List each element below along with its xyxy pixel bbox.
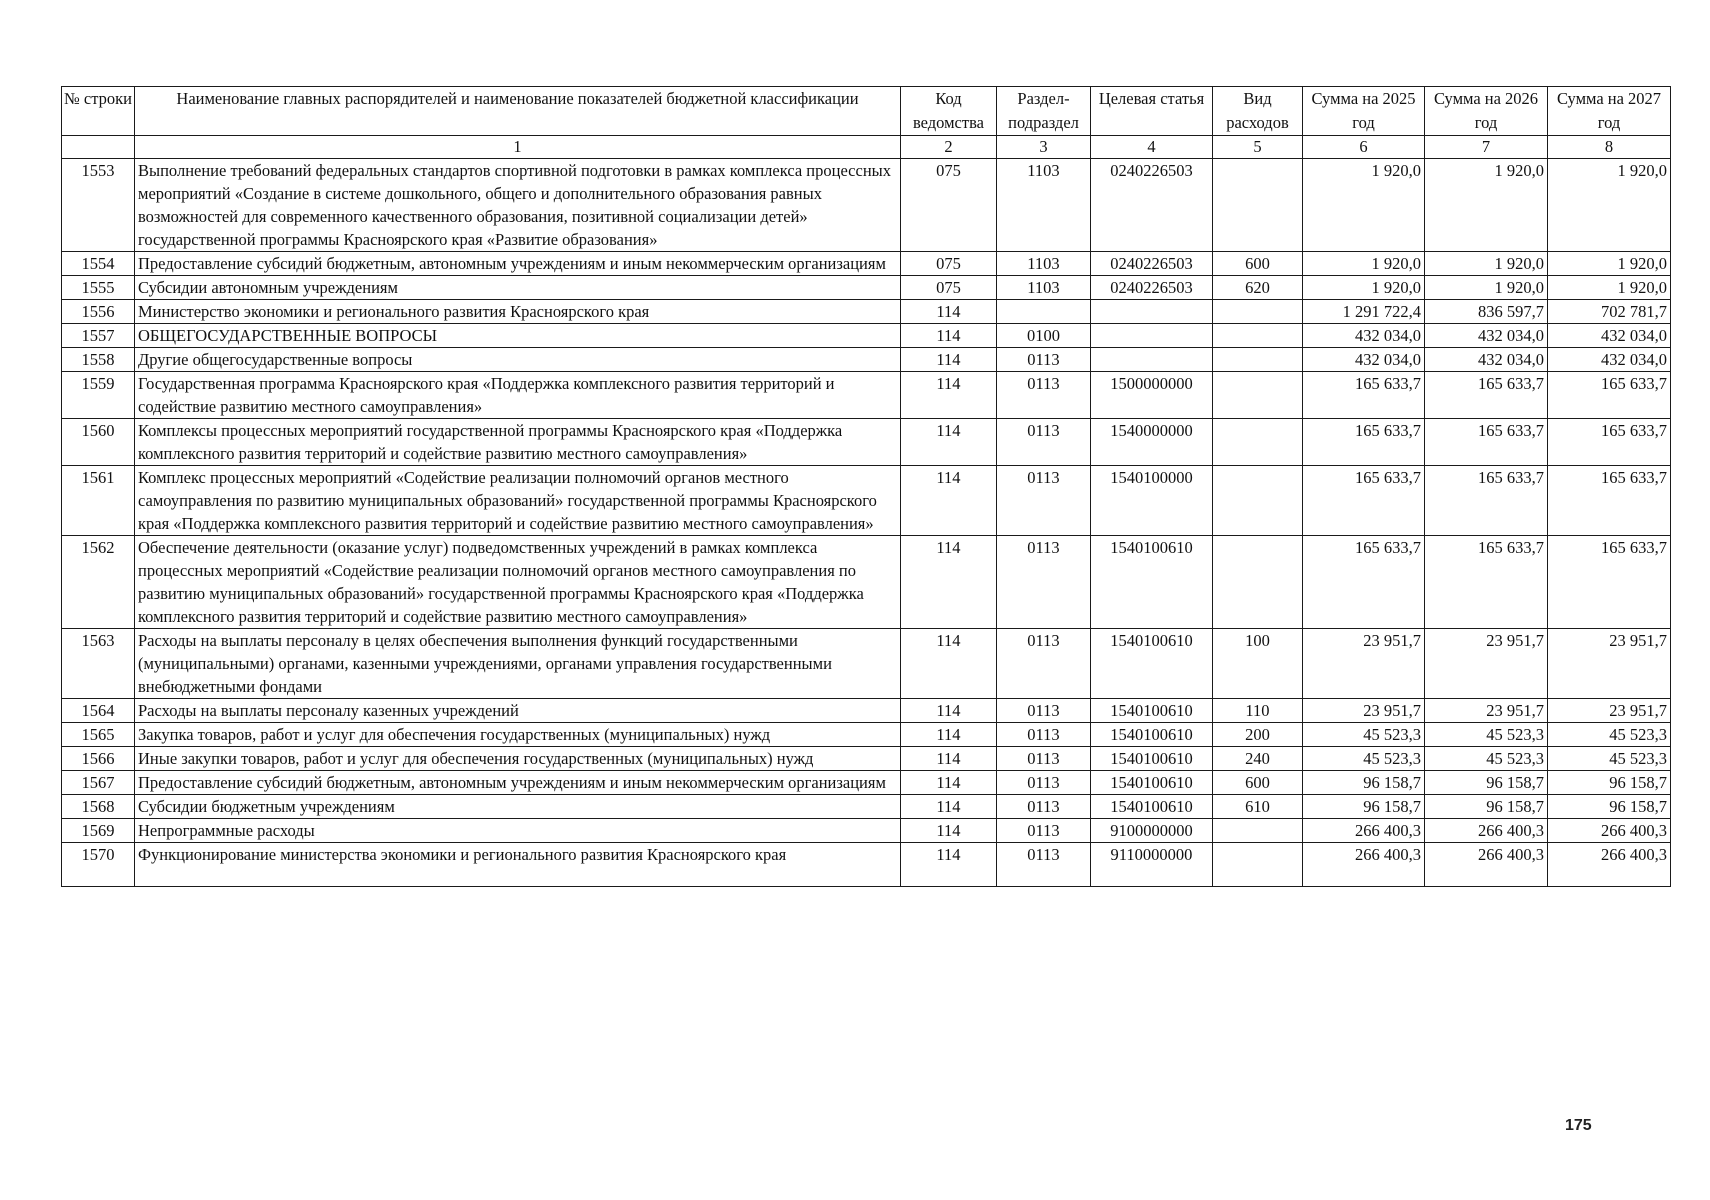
row-target: 1540100610 <box>1091 771 1213 795</box>
row-sum-2027: 432 034,0 <box>1548 348 1671 372</box>
row-dept-code: 114 <box>901 747 997 771</box>
table-row <box>62 536 1671 629</box>
row-number: 1569 <box>62 819 135 843</box>
header-sum-2026: Сумма на 2026 год <box>1425 87 1548 136</box>
row-kind <box>1213 536 1303 629</box>
row-sum-2027: 702 781,7 <box>1548 300 1671 324</box>
row-dept-code: 114 <box>901 819 997 843</box>
row-section: 1103 <box>997 276 1091 300</box>
header-sum-2027: Сумма на 2027 год <box>1548 87 1671 136</box>
table-row <box>62 466 1671 536</box>
row-section: 0113 <box>997 699 1091 723</box>
row-number: 1553 <box>62 159 135 252</box>
row-sum-2027: 165 633,7 <box>1548 372 1671 419</box>
row-sum-2027: 266 400,3 <box>1548 843 1671 887</box>
row-target: 1540100610 <box>1091 747 1213 771</box>
row-sum-2025: 432 034,0 <box>1303 348 1425 372</box>
row-sum-2025: 165 633,7 <box>1303 536 1425 629</box>
row-sum-2027: 23 951,7 <box>1548 699 1671 723</box>
row-sum-2026: 165 633,7 <box>1425 419 1548 466</box>
row-number: 1570 <box>62 843 135 887</box>
header-row-no: № строки <box>62 87 135 136</box>
row-section: 0113 <box>997 795 1091 819</box>
row-dept-code: 114 <box>901 372 997 419</box>
row-number: 1554 <box>62 252 135 276</box>
row-target: 1540100610 <box>1091 699 1213 723</box>
row-kind <box>1213 324 1303 348</box>
row-target <box>1091 300 1213 324</box>
row-number: 1564 <box>62 699 135 723</box>
row-name: Непрограммные расходы <box>135 819 901 843</box>
row-sum-2026: 1 920,0 <box>1425 159 1548 252</box>
row-sum-2025: 165 633,7 <box>1303 419 1425 466</box>
page-number: 175 <box>1565 1117 1592 1134</box>
row-sum-2025: 165 633,7 <box>1303 466 1425 536</box>
row-target: 1540100610 <box>1091 629 1213 699</box>
row-sum-2025: 165 633,7 <box>1303 372 1425 419</box>
table-row <box>62 276 1671 300</box>
row-dept-code: 075 <box>901 159 997 252</box>
table-row <box>62 629 1671 699</box>
header-target: Целевая статья <box>1091 87 1213 136</box>
column-number: 3 <box>997 136 1091 159</box>
row-sum-2025: 1 920,0 <box>1303 276 1425 300</box>
row-kind: 600 <box>1213 771 1303 795</box>
row-target: 9110000000 <box>1091 843 1213 887</box>
table-row <box>62 419 1671 466</box>
row-number: 1568 <box>62 795 135 819</box>
header-kind: Вид расходов <box>1213 87 1303 136</box>
row-sum-2027: 1 920,0 <box>1548 252 1671 276</box>
row-kind: 200 <box>1213 723 1303 747</box>
column-number-blank <box>62 136 135 159</box>
table-row <box>62 372 1671 419</box>
row-section: 0113 <box>997 747 1091 771</box>
row-sum-2027: 45 523,3 <box>1548 747 1671 771</box>
row-target: 1540000000 <box>1091 419 1213 466</box>
row-section: 0113 <box>997 348 1091 372</box>
row-name: Функционирование министерства экономики и регионального развития Красноярского края <box>135 843 901 887</box>
row-number: 1565 <box>62 723 135 747</box>
row-sum-2026: 96 158,7 <box>1425 795 1548 819</box>
row-sum-2026: 23 951,7 <box>1425 629 1548 699</box>
row-sum-2025: 1 291 722,4 <box>1303 300 1425 324</box>
row-sum-2027: 1 920,0 <box>1548 276 1671 300</box>
row-sum-2027: 266 400,3 <box>1548 819 1671 843</box>
row-sum-2026: 165 633,7 <box>1425 536 1548 629</box>
row-section <box>997 300 1091 324</box>
table-row <box>62 843 1671 887</box>
table-row <box>62 324 1671 348</box>
row-dept-code: 075 <box>901 276 997 300</box>
row-section: 0113 <box>997 536 1091 629</box>
row-sum-2026: 432 034,0 <box>1425 348 1548 372</box>
row-name: Выполнение требований федеральных стандартов спортивной подготовки в рамках комплекса процессных мероприятий «Создание в системе дошкольного, общего и дополнительного образования равных возможностей для современного качественного образования, позитивной социализации детей» государственной программы Красноярского края «Развитие образования» <box>135 159 901 252</box>
row-dept-code: 114 <box>901 771 997 795</box>
row-target: 1540100000 <box>1091 466 1213 536</box>
row-target: 0240226503 <box>1091 159 1213 252</box>
row-sum-2025: 1 920,0 <box>1303 159 1425 252</box>
row-dept-code: 114 <box>901 324 997 348</box>
row-section: 0113 <box>997 843 1091 887</box>
row-name: Министерство экономики и регионального развития Красноярского края <box>135 300 901 324</box>
row-sum-2027: 165 633,7 <box>1548 536 1671 629</box>
row-section: 1103 <box>997 159 1091 252</box>
row-target <box>1091 324 1213 348</box>
budget-table <box>61 86 1671 887</box>
row-sum-2026: 45 523,3 <box>1425 723 1548 747</box>
header-name: Наименование главных распорядителей и наименование показателей бюджетной классификации <box>135 87 901 136</box>
header-sum-2025: Сумма на 2025 год <box>1303 87 1425 136</box>
row-name: Комплекс процессных мероприятий «Содействие реализации полномочий органов местного самоуправления по развитию муниципальных образований» государственной программы Красноярского края «Поддержка комплексного развития территорий и содействие развитию местного самоуправления» <box>135 466 901 536</box>
table-header <box>62 87 1671 159</box>
row-sum-2027: 165 633,7 <box>1548 466 1671 536</box>
row-target: 0240226503 <box>1091 252 1213 276</box>
row-sum-2027: 23 951,7 <box>1548 629 1671 699</box>
row-sum-2026: 96 158,7 <box>1425 771 1548 795</box>
row-target: 0240226503 <box>1091 276 1213 300</box>
row-number: 1556 <box>62 300 135 324</box>
row-kind: 610 <box>1213 795 1303 819</box>
column-number: 2 <box>901 136 997 159</box>
header-section: Раздел-подраздел <box>997 87 1091 136</box>
row-sum-2025: 266 400,3 <box>1303 843 1425 887</box>
row-sum-2025: 96 158,7 <box>1303 771 1425 795</box>
row-sum-2027: 1 920,0 <box>1548 159 1671 252</box>
row-kind <box>1213 300 1303 324</box>
row-sum-2025: 23 951,7 <box>1303 699 1425 723</box>
row-sum-2025: 45 523,3 <box>1303 747 1425 771</box>
row-dept-code: 114 <box>901 348 997 372</box>
row-kind <box>1213 466 1303 536</box>
table-row <box>62 252 1671 276</box>
row-sum-2026: 1 920,0 <box>1425 252 1548 276</box>
row-name: ОБЩЕГОСУДАРСТВЕННЫЕ ВОПРОСЫ <box>135 324 901 348</box>
row-sum-2026: 1 920,0 <box>1425 276 1548 300</box>
row-number: 1559 <box>62 372 135 419</box>
table-row <box>62 795 1671 819</box>
column-number-row <box>62 136 1671 159</box>
row-name: Иные закупки товаров, работ и услуг для обеспечения государственных (муниципальных) нужд <box>135 747 901 771</box>
header-dept-code: Код ведомства <box>901 87 997 136</box>
row-name: Комплексы процессных мероприятий государственной программы Красноярского края «Поддержка комплексного развития территорий и содействие развитию местного самоуправления» <box>135 419 901 466</box>
row-dept-code: 114 <box>901 466 997 536</box>
row-dept-code: 114 <box>901 300 997 324</box>
row-name: Расходы на выплаты персоналу казенных учреждений <box>135 699 901 723</box>
row-name: Закупка товаров, работ и услуг для обеспечения государственных (муниципальных) нужд <box>135 723 901 747</box>
row-sum-2026: 45 523,3 <box>1425 747 1548 771</box>
row-section: 0113 <box>997 771 1091 795</box>
row-sum-2025: 23 951,7 <box>1303 629 1425 699</box>
row-dept-code: 114 <box>901 419 997 466</box>
row-section: 1103 <box>997 252 1091 276</box>
table-row <box>62 159 1671 252</box>
row-sum-2027: 432 034,0 <box>1548 324 1671 348</box>
row-name: Субсидии бюджетным учреждениям <box>135 795 901 819</box>
row-name: Расходы на выплаты персоналу в целях обеспечения выполнения функций государственными (муниципальными) органами, казенными учреждениями, органами управления государственными внебюджетными фондами <box>135 629 901 699</box>
row-number: 1561 <box>62 466 135 536</box>
row-target: 1500000000 <box>1091 372 1213 419</box>
row-target: 1540100610 <box>1091 723 1213 747</box>
row-kind: 620 <box>1213 276 1303 300</box>
table-row <box>62 723 1671 747</box>
row-section: 0113 <box>997 629 1091 699</box>
column-number: 6 <box>1303 136 1425 159</box>
row-number: 1562 <box>62 536 135 629</box>
row-name: Государственная программа Красноярского края «Поддержка комплексного развития территорий и содействие развитию местного самоуправления» <box>135 372 901 419</box>
row-name: Предоставление субсидий бюджетным, автономным учреждениям и иным некоммерческим организациям <box>135 771 901 795</box>
table-row <box>62 747 1671 771</box>
row-dept-code: 114 <box>901 536 997 629</box>
row-section: 0113 <box>997 466 1091 536</box>
row-sum-2026: 836 597,7 <box>1425 300 1548 324</box>
row-target: 1540100610 <box>1091 536 1213 629</box>
row-sum-2025: 96 158,7 <box>1303 795 1425 819</box>
table-row <box>62 699 1671 723</box>
row-number: 1560 <box>62 419 135 466</box>
row-kind: 100 <box>1213 629 1303 699</box>
row-section: 0100 <box>997 324 1091 348</box>
row-section: 0113 <box>997 372 1091 419</box>
row-number: 1563 <box>62 629 135 699</box>
header-row <box>62 87 1671 136</box>
row-name: Предоставление субсидий бюджетным, автономным учреждениям и иным некоммерческим организациям <box>135 252 901 276</box>
row-number: 1555 <box>62 276 135 300</box>
row-dept-code: 114 <box>901 699 997 723</box>
row-name: Другие общегосударственные вопросы <box>135 348 901 372</box>
row-name: Обеспечение деятельности (оказание услуг) подведомственных учреждений в рамках комплекса процессных мероприятий «Содействие реализации полномочий органов местного самоуправления по развитию муниципальных образований» государственной программы Красноярского края «Поддержка комплексного развития территорий и содействие развитию местного самоуправления» <box>135 536 901 629</box>
row-sum-2025: 1 920,0 <box>1303 252 1425 276</box>
table-row <box>62 771 1671 795</box>
row-name: Субсидии автономным учреждениям <box>135 276 901 300</box>
row-kind: 240 <box>1213 747 1303 771</box>
column-number: 5 <box>1213 136 1303 159</box>
row-kind <box>1213 159 1303 252</box>
row-kind <box>1213 348 1303 372</box>
column-number: 4 <box>1091 136 1213 159</box>
row-kind <box>1213 372 1303 419</box>
row-section: 0113 <box>997 819 1091 843</box>
row-sum-2026: 165 633,7 <box>1425 372 1548 419</box>
row-number: 1558 <box>62 348 135 372</box>
row-number: 1567 <box>62 771 135 795</box>
column-number: 7 <box>1425 136 1548 159</box>
row-kind: 110 <box>1213 699 1303 723</box>
row-dept-code: 075 <box>901 252 997 276</box>
row-sum-2027: 96 158,7 <box>1548 771 1671 795</box>
table-row <box>62 348 1671 372</box>
row-sum-2027: 165 633,7 <box>1548 419 1671 466</box>
row-sum-2027: 96 158,7 <box>1548 795 1671 819</box>
row-sum-2026: 266 400,3 <box>1425 843 1548 887</box>
row-sum-2026: 165 633,7 <box>1425 466 1548 536</box>
row-target: 9100000000 <box>1091 819 1213 843</box>
row-target: 1540100610 <box>1091 795 1213 819</box>
row-section: 0113 <box>997 419 1091 466</box>
row-sum-2026: 432 034,0 <box>1425 324 1548 348</box>
table-body <box>62 159 1671 887</box>
row-sum-2026: 23 951,7 <box>1425 699 1548 723</box>
column-number: 1 <box>135 136 901 159</box>
row-dept-code: 114 <box>901 795 997 819</box>
row-number: 1566 <box>62 747 135 771</box>
row-number: 1557 <box>62 324 135 348</box>
row-target <box>1091 348 1213 372</box>
row-dept-code: 114 <box>901 723 997 747</box>
row-kind <box>1213 419 1303 466</box>
row-sum-2026: 266 400,3 <box>1425 819 1548 843</box>
row-kind <box>1213 843 1303 887</box>
table-row <box>62 819 1671 843</box>
column-number: 8 <box>1548 136 1671 159</box>
row-sum-2025: 432 034,0 <box>1303 324 1425 348</box>
row-sum-2027: 45 523,3 <box>1548 723 1671 747</box>
row-sum-2025: 45 523,3 <box>1303 723 1425 747</box>
row-dept-code: 114 <box>901 629 997 699</box>
row-section: 0113 <box>997 723 1091 747</box>
row-kind: 600 <box>1213 252 1303 276</box>
row-sum-2025: 266 400,3 <box>1303 819 1425 843</box>
row-kind <box>1213 819 1303 843</box>
row-dept-code: 114 <box>901 843 997 887</box>
table-row <box>62 300 1671 324</box>
